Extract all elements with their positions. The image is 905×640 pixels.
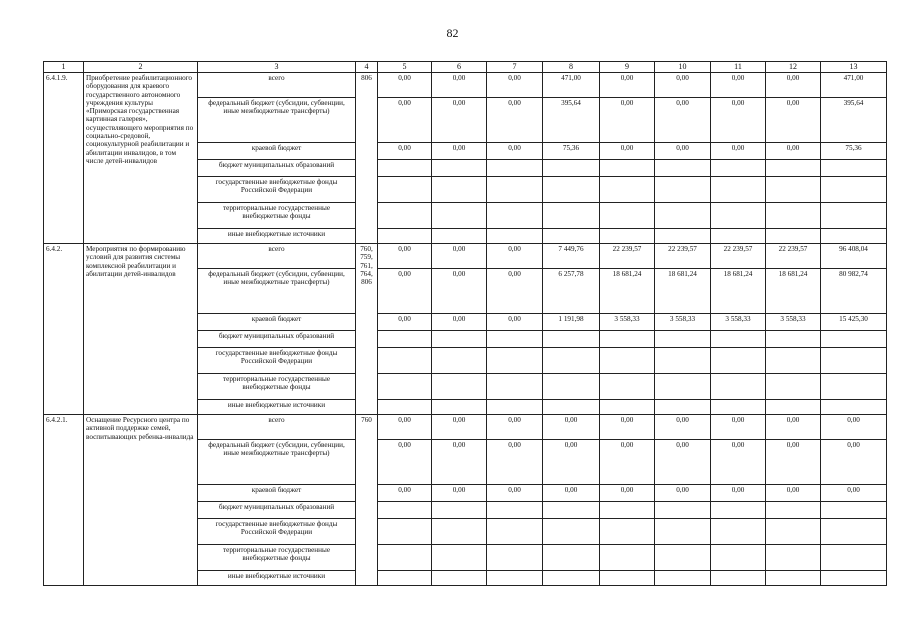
value-cell: [600, 400, 655, 415]
value-cell: 15 425,30: [821, 314, 887, 331]
column-header: 7: [487, 62, 543, 73]
value-cell: 0,00: [711, 415, 766, 440]
value-cell: [655, 331, 711, 348]
value-cell: [487, 519, 543, 545]
table-row: [44, 415, 887, 440]
value-cell: [432, 203, 487, 229]
value-cell: 0,00: [432, 73, 487, 98]
value-cell: [766, 502, 821, 519]
funding-source: иные внебюджетные источники: [198, 229, 356, 244]
value-cell: [600, 374, 655, 400]
value-cell: [821, 400, 887, 415]
value-cell: 0,00: [766, 440, 821, 485]
value-cell: 0,00: [487, 485, 543, 502]
value-cell: 0,00: [432, 440, 487, 485]
value-cell: 0,00: [600, 415, 655, 440]
value-cell: [543, 229, 600, 244]
value-cell: [821, 203, 887, 229]
value-cell: 0,00: [487, 98, 543, 143]
value-cell: 3 558,33: [655, 314, 711, 331]
value-cell: 0,00: [655, 98, 711, 143]
value-cell: 0,00: [378, 440, 432, 485]
value-cell: [655, 400, 711, 415]
value-cell: 0,00: [432, 98, 487, 143]
value-cell: [655, 502, 711, 519]
value-cell: 80 982,74: [821, 269, 887, 314]
column-header: 3: [198, 62, 356, 73]
value-cell: 0,00: [655, 485, 711, 502]
budget-table: [43, 61, 887, 586]
value-cell: [543, 160, 600, 177]
funding-source: государственные внебюджетные фонды Российской Федерации: [198, 519, 356, 545]
value-cell: [432, 400, 487, 415]
header-row: [44, 62, 887, 73]
funding-source: иные внебюджетные источники: [198, 400, 356, 415]
funding-source: территориальные государственные внебюджетные фонды: [198, 203, 356, 229]
value-cell: [766, 374, 821, 400]
value-cell: 7 449,76: [543, 244, 600, 269]
value-cell: [821, 331, 887, 348]
value-cell: 22 239,57: [711, 244, 766, 269]
value-cell: [655, 160, 711, 177]
item-code: 6.4.2.: [44, 244, 84, 415]
value-cell: [378, 502, 432, 519]
value-cell: [600, 229, 655, 244]
funding-source: бюджет муниципальных образований: [198, 331, 356, 348]
value-cell: 0,00: [487, 314, 543, 331]
value-cell: [487, 502, 543, 519]
value-cell: 0,00: [600, 73, 655, 98]
funding-source: краевой бюджет: [198, 314, 356, 331]
value-cell: [655, 229, 711, 244]
value-cell: 0,00: [766, 98, 821, 143]
value-cell: [766, 400, 821, 415]
value-cell: [432, 519, 487, 545]
funding-source: федеральный бюджет (субсидии, субвенции, иные межбюджетные трансферты): [198, 98, 356, 143]
funding-source: государственные внебюджетные фонды Российской Федерации: [198, 177, 356, 203]
value-cell: 0,00: [711, 440, 766, 485]
value-cell: [711, 374, 766, 400]
value-cell: [378, 160, 432, 177]
value-cell: 18 681,24: [766, 269, 821, 314]
value-cell: 75,36: [821, 143, 887, 160]
value-cell: 0,00: [766, 485, 821, 502]
value-cell: [821, 374, 887, 400]
value-cell: 0,00: [766, 143, 821, 160]
value-cell: [655, 348, 711, 374]
value-cell: [378, 545, 432, 571]
funding-source: всего: [198, 244, 356, 269]
value-cell: 0,00: [600, 98, 655, 143]
funding-source: всего: [198, 73, 356, 98]
item-name: Приобретение реабилитационного оборудования для краевого государственного автономного учреждения культуры «Приморская государственная картинная галерея», осуществляющего мероприятия по социально-средовой, социокультурной реабилитации и абилитации инвалидов, в том числе детей-инвалидов: [84, 73, 198, 244]
funding-source: федеральный бюджет (субсидии, субвенции, иные межбюджетные трансферты): [198, 440, 356, 485]
column-header: 5: [378, 62, 432, 73]
value-cell: [600, 177, 655, 203]
value-cell: 22 239,57: [655, 244, 711, 269]
value-cell: 18 681,24: [600, 269, 655, 314]
funding-source: краевой бюджет: [198, 485, 356, 502]
value-cell: [600, 502, 655, 519]
value-cell: 0,00: [378, 485, 432, 502]
value-cell: 6 257,78: [543, 269, 600, 314]
value-cell: 0,00: [766, 415, 821, 440]
value-cell: [711, 400, 766, 415]
value-cell: 22 239,57: [600, 244, 655, 269]
value-cell: [378, 229, 432, 244]
value-cell: 471,00: [821, 73, 887, 98]
column-header: 1: [44, 62, 84, 73]
value-cell: [543, 571, 600, 586]
value-cell: [821, 348, 887, 374]
value-cell: [378, 519, 432, 545]
funding-source: всего: [198, 415, 356, 440]
value-cell: 0,00: [821, 440, 887, 485]
value-cell: [432, 177, 487, 203]
value-cell: [432, 571, 487, 586]
value-cell: [487, 331, 543, 348]
value-cell: 0,00: [821, 415, 887, 440]
value-cell: [378, 203, 432, 229]
value-cell: [655, 374, 711, 400]
value-cell: 0,00: [378, 244, 432, 269]
value-cell: [655, 203, 711, 229]
value-cell: [487, 203, 543, 229]
value-cell: 0,00: [655, 440, 711, 485]
value-cell: 0,00: [432, 269, 487, 314]
value-cell: [766, 545, 821, 571]
value-cell: [766, 571, 821, 586]
value-cell: [766, 331, 821, 348]
column-header: 10: [655, 62, 711, 73]
value-cell: [432, 545, 487, 571]
value-cell: [600, 203, 655, 229]
budget-code: 806: [356, 73, 378, 244]
funding-source: федеральный бюджет (субсидии, субвенции, иные межбюджетные трансферты): [198, 269, 356, 314]
value-cell: [711, 502, 766, 519]
funding-source: территориальные государственные внебюджетные фонды: [198, 374, 356, 400]
value-cell: 1 191,98: [543, 314, 600, 331]
value-cell: [432, 348, 487, 374]
value-cell: 0,00: [432, 485, 487, 502]
value-cell: 0,00: [378, 98, 432, 143]
value-cell: 0,00: [487, 73, 543, 98]
value-cell: 0,00: [766, 73, 821, 98]
column-header: 9: [600, 62, 655, 73]
value-cell: 3 558,33: [766, 314, 821, 331]
value-cell: [711, 545, 766, 571]
value-cell: 0,00: [543, 415, 600, 440]
value-cell: [487, 374, 543, 400]
value-cell: 0,00: [711, 143, 766, 160]
value-cell: [432, 374, 487, 400]
value-cell: [600, 348, 655, 374]
value-cell: [378, 400, 432, 415]
item-name: Оснащение Ресурсного центра по активной поддержке семей, воспитывающих ребенка-инвалида: [84, 415, 198, 586]
funding-source: территориальные государственные внебюджетные фонды: [198, 545, 356, 571]
item-name: Мероприятия по формированию условий для развития системы комплексной реабилитации и абилитации детей-инвалидов: [84, 244, 198, 415]
column-header: 12: [766, 62, 821, 73]
value-cell: [543, 177, 600, 203]
value-cell: [487, 571, 543, 586]
table-row: [44, 73, 887, 98]
column-header: 8: [543, 62, 600, 73]
budget-code: 760, 759, 761, 764, 806: [356, 244, 378, 415]
value-cell: [711, 519, 766, 545]
value-cell: [487, 229, 543, 244]
value-cell: 18 681,24: [655, 269, 711, 314]
value-cell: [487, 545, 543, 571]
value-cell: 0,00: [655, 415, 711, 440]
value-cell: 0,00: [487, 269, 543, 314]
column-header: 11: [711, 62, 766, 73]
value-cell: 471,00: [543, 73, 600, 98]
value-cell: 0,00: [711, 485, 766, 502]
value-cell: 0,00: [600, 440, 655, 485]
value-cell: [766, 348, 821, 374]
value-cell: [655, 571, 711, 586]
value-cell: 3 558,33: [600, 314, 655, 331]
value-cell: [543, 519, 600, 545]
value-cell: 22 239,57: [766, 244, 821, 269]
page-number: 82: [446, 26, 459, 40]
funding-source: бюджет муниципальных образований: [198, 160, 356, 177]
funding-source: иные внебюджетные источники: [198, 571, 356, 586]
funding-source: государственные внебюджетные фонды Российской Федерации: [198, 348, 356, 374]
value-cell: [711, 160, 766, 177]
value-cell: [543, 331, 600, 348]
value-cell: [378, 571, 432, 586]
value-cell: 395,64: [543, 98, 600, 143]
funding-source: бюджет муниципальных образований: [198, 502, 356, 519]
value-cell: [711, 331, 766, 348]
value-cell: 395,64: [821, 98, 887, 143]
value-cell: 0,00: [487, 143, 543, 160]
value-cell: [432, 229, 487, 244]
value-cell: [766, 177, 821, 203]
value-cell: 0,00: [655, 73, 711, 98]
value-cell: [543, 348, 600, 374]
value-cell: [543, 374, 600, 400]
value-cell: 0,00: [600, 485, 655, 502]
value-cell: [600, 160, 655, 177]
value-cell: 96 408,04: [821, 244, 887, 269]
value-cell: [766, 519, 821, 545]
value-cell: [600, 545, 655, 571]
column-header: 2: [84, 62, 198, 73]
value-cell: [600, 519, 655, 545]
value-cell: 0,00: [600, 143, 655, 160]
table-body: [44, 62, 887, 586]
table-row: [44, 244, 887, 269]
value-cell: 0,00: [487, 415, 543, 440]
value-cell: [655, 177, 711, 203]
value-cell: [821, 571, 887, 586]
value-cell: [711, 571, 766, 586]
value-cell: 0,00: [432, 244, 487, 269]
value-cell: [378, 177, 432, 203]
budget-code: 760: [356, 415, 378, 586]
value-cell: 0,00: [432, 314, 487, 331]
value-cell: [821, 177, 887, 203]
value-cell: 0,00: [711, 73, 766, 98]
column-header: 13: [821, 62, 887, 73]
value-cell: [378, 374, 432, 400]
value-cell: 0,00: [487, 244, 543, 269]
value-cell: [432, 160, 487, 177]
value-cell: [655, 519, 711, 545]
value-cell: [655, 545, 711, 571]
value-cell: 3 558,33: [711, 314, 766, 331]
value-cell: [766, 160, 821, 177]
value-cell: 0,00: [378, 415, 432, 440]
value-cell: 18 681,24: [711, 269, 766, 314]
value-cell: [600, 331, 655, 348]
value-cell: [487, 177, 543, 203]
value-cell: [711, 177, 766, 203]
value-cell: [711, 203, 766, 229]
value-cell: 0,00: [821, 485, 887, 502]
value-cell: [543, 545, 600, 571]
column-header: 4: [356, 62, 378, 73]
value-cell: [487, 160, 543, 177]
value-cell: [432, 502, 487, 519]
value-cell: 0,00: [378, 269, 432, 314]
value-cell: [378, 331, 432, 348]
value-cell: 0,00: [487, 440, 543, 485]
value-cell: [487, 400, 543, 415]
value-cell: 0,00: [543, 440, 600, 485]
value-cell: [600, 571, 655, 586]
value-cell: 0,00: [711, 98, 766, 143]
column-header: 6: [432, 62, 487, 73]
value-cell: [487, 348, 543, 374]
value-cell: 0,00: [378, 73, 432, 98]
value-cell: [378, 348, 432, 374]
value-cell: 0,00: [655, 143, 711, 160]
value-cell: [821, 502, 887, 519]
funding-source: краевой бюджет: [198, 143, 356, 160]
value-cell: [711, 348, 766, 374]
value-cell: [543, 502, 600, 519]
value-cell: 0,00: [543, 485, 600, 502]
item-code: 6.4.2.1.: [44, 415, 84, 586]
value-cell: [432, 331, 487, 348]
value-cell: [543, 203, 600, 229]
value-cell: [821, 519, 887, 545]
value-cell: 0,00: [432, 415, 487, 440]
value-cell: [821, 545, 887, 571]
value-cell: [821, 160, 887, 177]
item-code: 6.4.1.9.: [44, 73, 84, 244]
value-cell: 0,00: [378, 143, 432, 160]
value-cell: [766, 229, 821, 244]
value-cell: [711, 229, 766, 244]
value-cell: 75,36: [543, 143, 600, 160]
value-cell: 0,00: [378, 314, 432, 331]
value-cell: [766, 203, 821, 229]
value-cell: 0,00: [432, 143, 487, 160]
value-cell: [821, 229, 887, 244]
value-cell: [543, 400, 600, 415]
